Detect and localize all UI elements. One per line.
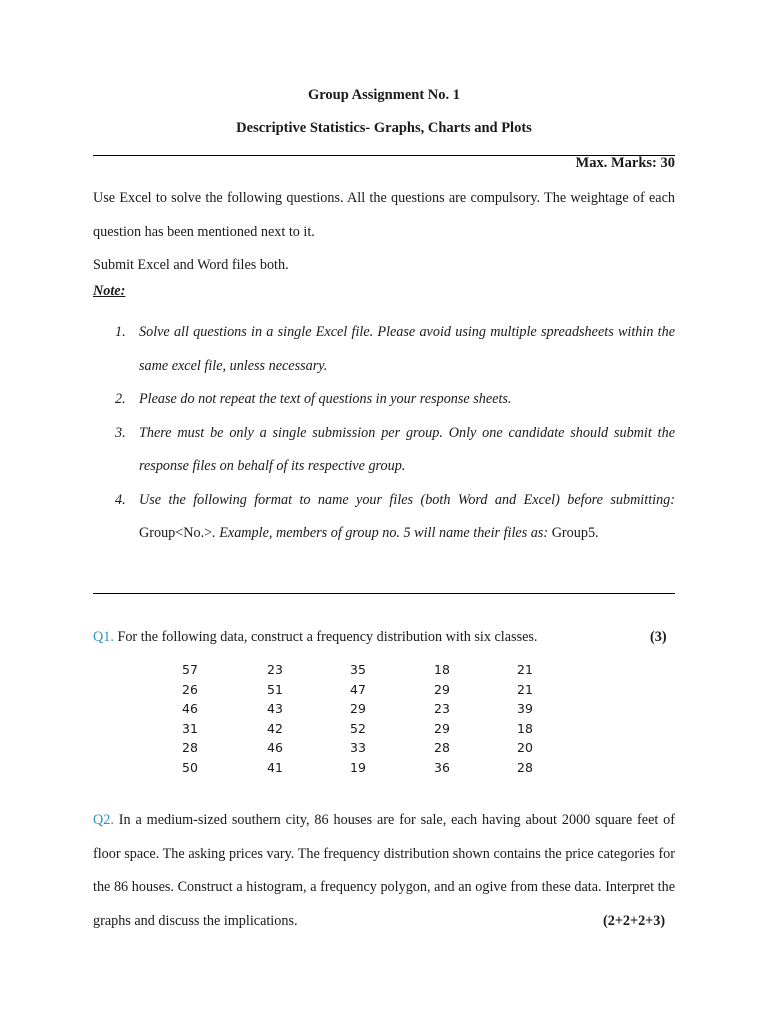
table-cell: 57	[182, 662, 198, 677]
note-number: 2.	[115, 391, 126, 407]
question-marks: (3)	[650, 629, 667, 645]
table-cell: 28	[182, 740, 198, 756]
question-label: Q1.	[93, 629, 114, 645]
table-cell: 46	[267, 740, 283, 756]
table-cell: 29	[434, 681, 450, 697]
note-text: . Example, members of group no. 5 will name their files as:	[212, 525, 549, 541]
question-1	[93, 621, 675, 655]
table-cell: 46	[182, 701, 198, 717]
table-cell: 20	[517, 740, 533, 756]
note-item	[93, 484, 675, 551]
note-text: Please do not repeat the text of questions in your response sheets.	[139, 391, 512, 407]
question-text: In a medium-sized southern city, 86 houses are for sale, each having about 2000 square feet of floor space. The asking prices vary. The frequency distribution shown contains the price categories for the 86 houses. Construct a histogram, a frequency polygon, and an ogive from these data. Interpret the graphs and discuss the implications.	[93, 812, 676, 929]
table-cell: 23	[434, 701, 450, 717]
table-cell: 28	[517, 759, 533, 775]
table-cell: 36	[434, 759, 450, 775]
note-heading: Note:	[93, 283, 126, 299]
table-cell: 39	[517, 701, 533, 717]
table-cell: 50	[182, 759, 198, 775]
table-cell: 31	[182, 720, 198, 736]
table-cell: 28	[434, 740, 450, 756]
table-cell: 29	[350, 701, 366, 717]
note-number: 1.	[115, 324, 126, 340]
submit-instruction: Submit Excel and Word files both.	[93, 257, 289, 273]
table-cell: 35	[350, 662, 366, 677]
note-item	[93, 417, 675, 484]
note-number: 3.	[115, 424, 126, 441]
table-cell: 19	[350, 759, 366, 775]
table-cell: 47	[350, 681, 366, 697]
table-cell: 18	[517, 720, 533, 736]
table-cell: 26	[182, 681, 198, 697]
assignment-subtitle: Descriptive Statistics- Graphs, Charts and Plots	[236, 120, 532, 136]
table-cell: 43	[267, 701, 283, 717]
table-cell: 42	[267, 720, 283, 736]
assignment-title: Group Assignment No. 1	[307, 87, 460, 103]
question-label: Q2.	[93, 812, 114, 828]
table-cell: 41	[267, 759, 283, 775]
table-cell: 21	[517, 681, 533, 697]
table-cell: 18	[434, 662, 450, 677]
question-text: For the following data, construct a frequency distribution with six classes.	[117, 629, 538, 645]
note-item	[93, 316, 675, 383]
table-cell: 29	[434, 720, 450, 736]
table-cell: 51	[267, 681, 283, 697]
notes-list	[93, 316, 675, 551]
table-cell: 52	[350, 720, 366, 736]
note-text: There must be only a single submission per group. Only one candidate should submit the response files on behalf of its respective group.	[139, 424, 675, 474]
filename-format: Group<No.>	[139, 525, 213, 541]
table-cell: 23	[267, 662, 283, 677]
note-text: Use the following format to name your files (both Word and Excel) before submitting:	[139, 491, 675, 508]
intro-paragraph: Use Excel to solve the following questions. All the questions are compulsory. The weightage of each question has been mentioned next to it.	[93, 190, 675, 240]
question-2	[93, 804, 675, 938]
note-text: Solve all questions in a single Excel file. Please avoid using multiple spreadsheets within the same excel file, unless necessary.	[139, 324, 675, 374]
max-marks: Max. Marks: 30	[575, 155, 675, 171]
note-number: 4.	[115, 491, 126, 508]
table-cell: 33	[350, 740, 366, 756]
table-cell: 21	[517, 662, 533, 677]
section-divider	[93, 593, 675, 594]
note-item	[93, 383, 675, 417]
question-marks: (2+2+2+3)	[603, 913, 666, 929]
filename-example: Group5.	[551, 525, 599, 541]
